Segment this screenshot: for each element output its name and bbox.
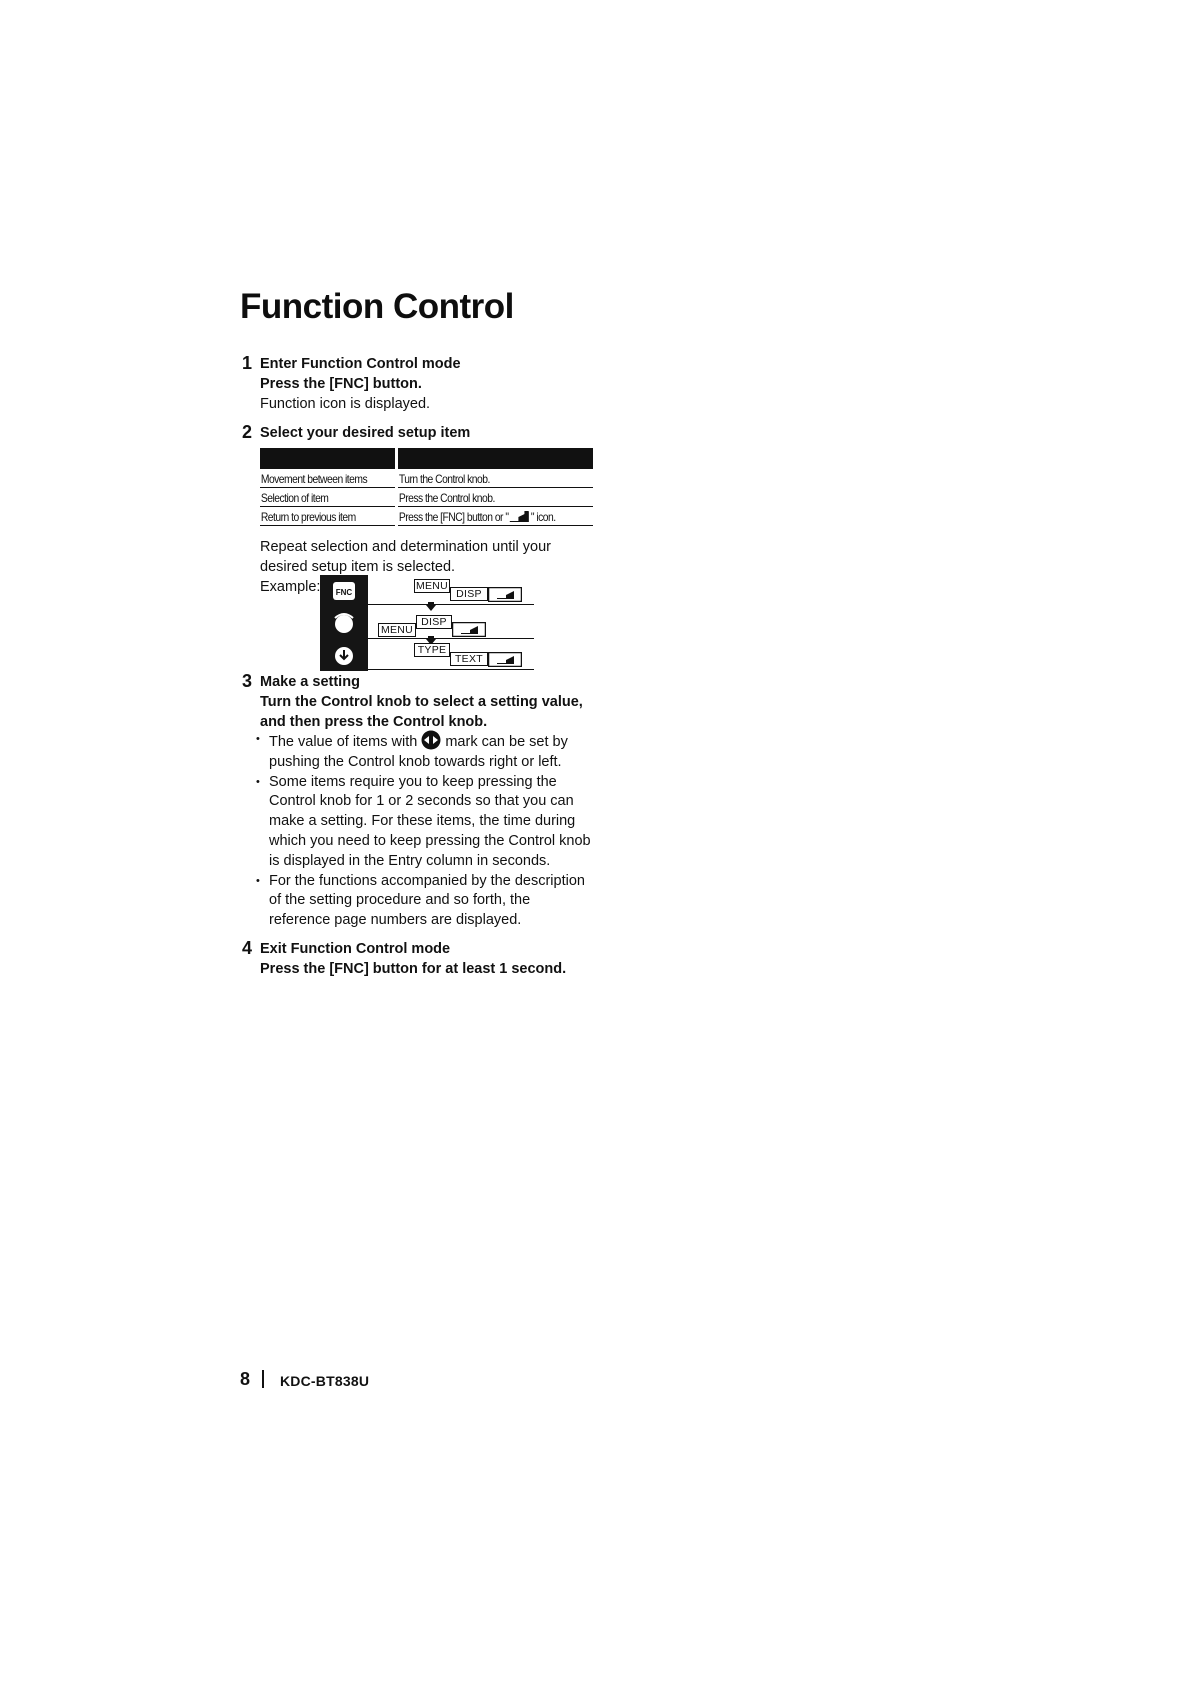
step-2-number: 2 (242, 422, 253, 442)
step-3-action-line-2: and then press the Control knob. (260, 714, 488, 730)
example-display-sequence (368, 575, 534, 671)
arrow-down-icon (426, 602, 436, 611)
table-row (260, 507, 593, 526)
control-knob-press-icon (332, 643, 356, 667)
enter-icon (508, 510, 530, 523)
step-1-heading: Enter Function Control mode (260, 356, 461, 372)
enter-icon (452, 622, 486, 637)
step-3-action-line-1: Turn the Control knob to select a setting value, (260, 694, 583, 710)
list-item (254, 730, 594, 773)
divider (368, 604, 534, 605)
repeat-text-line-2: desired setup item is selected. (260, 559, 456, 575)
step-1-action: Press the [FNC] button. (260, 376, 422, 392)
table-cell-method: Press the Control knob. (398, 491, 495, 505)
footer-divider (262, 1370, 264, 1388)
note-text: The value of items with (269, 734, 422, 750)
table-row (260, 469, 593, 488)
control-knob-turn-icon (332, 611, 356, 635)
setting-notes-list (254, 730, 594, 931)
method-text: Press the [FNC] button or " (398, 510, 509, 524)
repeat-text-line-1: Repeat selection and determination until your (260, 539, 551, 555)
table-cell-operation: Selection of item (260, 491, 329, 505)
lcd-label-menu: MENU (378, 623, 416, 637)
enter-icon (488, 587, 522, 602)
list-item: • Some items require you to keep pressing the Control knob for 1 or 2 seconds so that you can make a setting. For these items, the time during which you need to keep pressing the Control knob is displayed in the Entry column in seconds. (254, 773, 594, 872)
divider (368, 638, 534, 639)
step-3-heading: Make a setting (260, 674, 360, 690)
table-header-cell (398, 448, 593, 469)
page-title: Function Control (240, 287, 514, 326)
table-cell-operation: Return to previous item (260, 510, 356, 524)
page-number: 8 (240, 1369, 251, 1389)
table-cell-method: Turn the Control knob. (398, 472, 490, 486)
table-header (260, 448, 593, 469)
lcd-label-menu: MENU (415, 580, 449, 592)
step-4-action: Press the [FNC] button for at least 1 second. (260, 961, 567, 977)
step-4-number: 4 (242, 938, 253, 958)
lcd-label-disp: DISP (416, 615, 452, 629)
example-icon-panel (320, 575, 368, 671)
left-right-knob-icon (421, 730, 441, 750)
divider (368, 669, 534, 670)
lcd-label-text: TEXT (450, 652, 488, 666)
lcd-label-type: TYPE (414, 643, 450, 657)
note-text: mark can be set by pushing the Control knob towards right or left. (269, 734, 568, 770)
table-cell-method (398, 509, 556, 525)
step-3-number: 3 (242, 671, 253, 691)
method-text: " icon. (530, 510, 556, 524)
step-4-heading: Exit Function Control mode (260, 941, 451, 957)
example-label: Example: (260, 579, 321, 595)
fnc-button-icon (332, 579, 356, 603)
table-header-cell (260, 448, 395, 469)
fnc-icon-label: FNC (335, 588, 353, 597)
step-2-heading: Select your desired setup item (260, 425, 471, 441)
step-1-note: Function icon is displayed. (260, 396, 431, 412)
table-cell-operation: Movement between items (260, 472, 368, 486)
model-name: KDC-BT838U (280, 1373, 370, 1389)
list-item: • For the functions accompanied by the description of the setting procedure and so forth, the reference page numbers are displayed. (254, 872, 594, 931)
step-1-number: 1 (242, 353, 253, 373)
operation-table (260, 448, 593, 526)
lcd-label-disp: DISP (450, 587, 488, 601)
enter-icon (488, 652, 522, 667)
table-row (260, 488, 593, 507)
